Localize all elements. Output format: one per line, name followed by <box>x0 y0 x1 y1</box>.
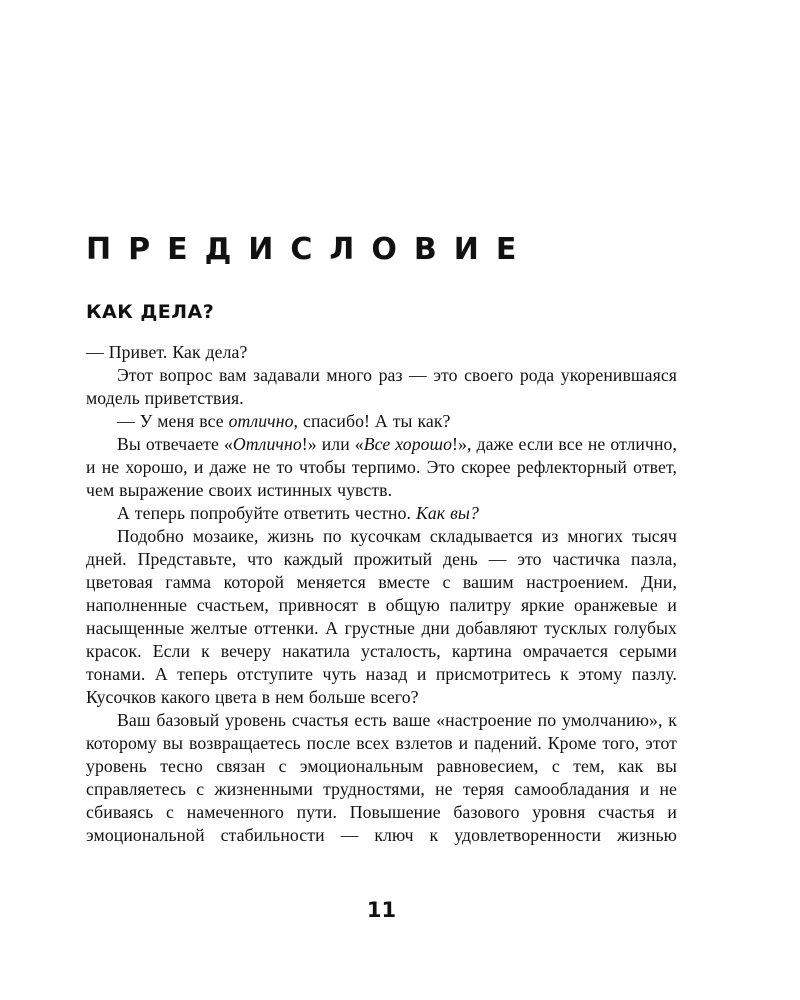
paragraph <box>86 525 677 709</box>
paragraph-text: !» или « <box>301 434 364 454</box>
paragraph <box>86 709 677 847</box>
emphasis-text: Как вы? <box>416 503 479 523</box>
paragraph <box>86 364 677 410</box>
paragraph <box>86 341 677 364</box>
body-text <box>86 341 677 847</box>
page-number: 11 <box>366 898 397 922</box>
paragraph-text: , спасибо! А ты как? <box>293 411 451 431</box>
paragraph-text: — Привет. Как дела? <box>86 342 248 362</box>
paragraph-text: Вы отвечаете « <box>117 434 233 454</box>
emphasis-text: Все хорошо <box>363 434 453 454</box>
paragraph <box>86 502 677 525</box>
paragraph-text: Этот вопрос вам задавали много раз — это своего рода укоренившаяся модель приветствия. <box>86 365 677 408</box>
section-title: КАК ДЕЛА? <box>86 301 215 323</box>
paragraph-text: — У меня все <box>117 411 229 431</box>
book-page <box>86 0 677 1000</box>
paragraph-text: Подобно мозаике, жизнь по кусочкам складывается из многих тысяч дней. Представьте, что каждый прожитый день — это частичка пазла, цветовая гамма которой меняется вместе с вашим настроением. Дни, наполненные счастьем, привносят в общую палитру яркие оранжевые и насыщенные желтые оттенки. А грустные дни добавляют тусклых голубых красок. Если к вечеру накатила усталость, картина омрачается серыми тонами. А теперь отступите чуть назад и присмотритесь к этому пазлу. Кусочков какого цвета в нем больше всего? <box>86 526 677 707</box>
emphasis-text: Отлично <box>232 434 302 454</box>
paragraph-text: А теперь попробуйте ответить честно. <box>117 503 416 523</box>
chapter-title: ПРЕДИСЛОВИЕ <box>86 232 534 267</box>
paragraph-text: Ваш базовый уровень счастья есть ваше «настроение по умолчанию», к которому вы возвращаетесь после всех взлетов и падений. Кроме того, этот уровень тесно связан с эмоциональным равновесием, с тем, как вы справляетесь с жизненными трудностями, не теряя самообладания и не сбиваясь с намеченного пути. Повышение базового уровня счастья и эмоциональной стабильности — ключ к удовлетворенности жизнью <box>86 710 677 845</box>
emphasis-text: отлично <box>228 411 294 431</box>
paragraph <box>86 433 677 502</box>
paragraph-text: !», даже если все не отлично, и не хорошо, и даже не то чтобы терпимо. Это скорее рефлекторный ответ, чем выражение своих истинных чувств. <box>86 434 677 500</box>
paragraph <box>86 410 677 433</box>
